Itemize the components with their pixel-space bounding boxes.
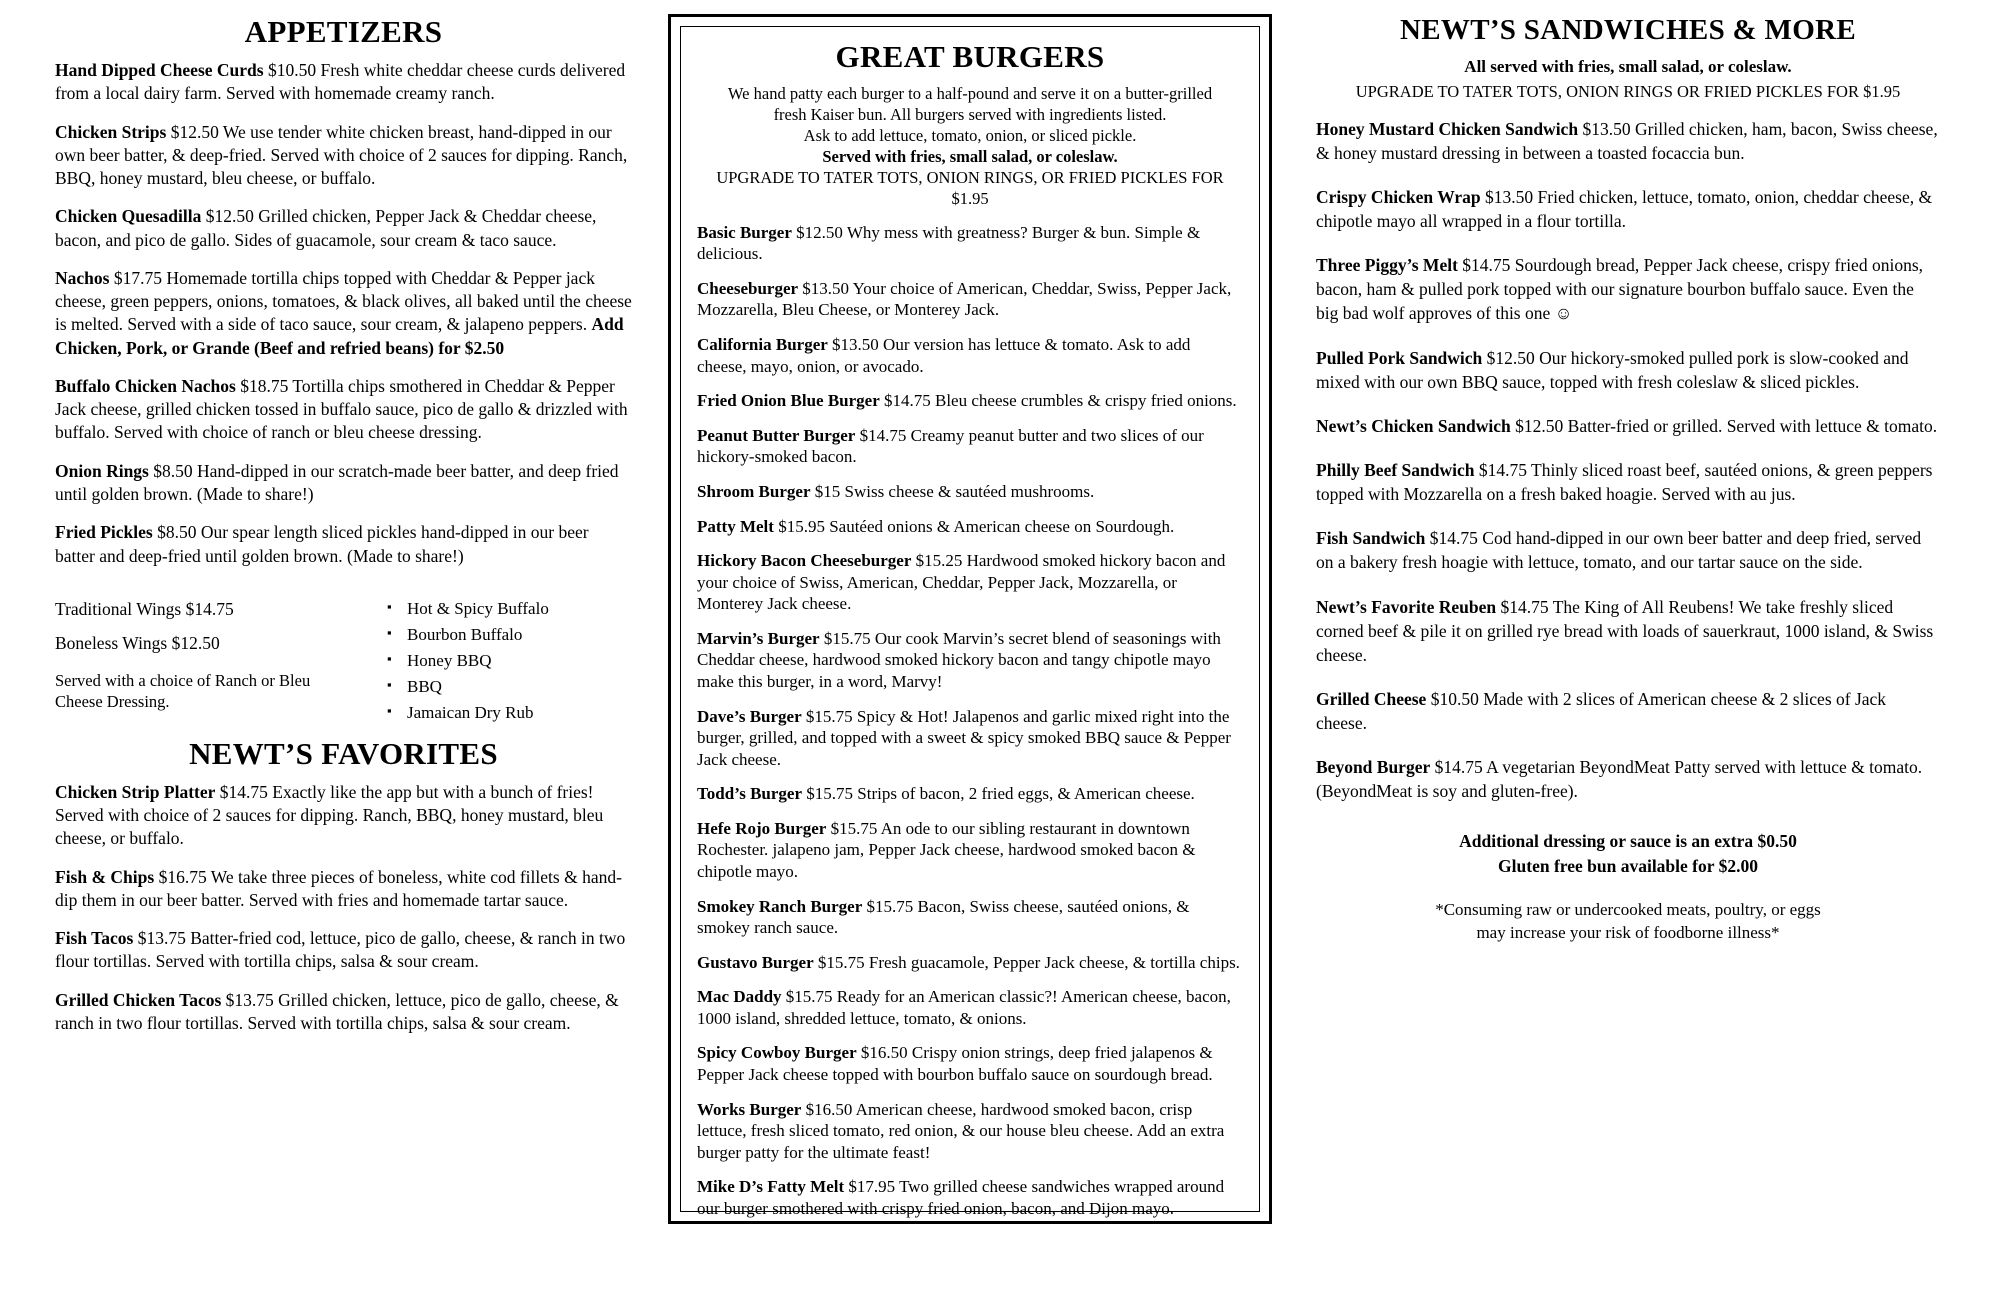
item-desc: $16.50 Crispy onion strings, deep fried jalapenos & Pepper Jack cheese topped with bourbon buffalo sauce on sourdough bread.: [697, 1043, 1213, 1085]
list-item: ▪ Honey BBQ: [403, 652, 549, 669]
item-desc: $13.75 Grilled chicken, lettuce, pico de gallo, cheese, & ranch in two flour tortillas. Served with tortilla chips, salsa & sour cream.: [55, 989, 619, 1033]
item-desc: $15 Swiss cheese & sautéed mushrooms.: [810, 481, 1095, 501]
item-name: Crispy Chicken Wrap: [1316, 186, 1481, 207]
wings-block: [55, 598, 632, 730]
item-name: Nachos: [55, 267, 110, 288]
menu-item: [55, 598, 355, 622]
item-desc: $13.50 Your choice of American, Cheddar, Swiss, Pepper Jack, Mozzarella, Bleu Cheese, or Monterey Jack.: [697, 278, 1232, 320]
sandwiches-upgrade-note: UPGRADE TO TATER TOTS, ONION RINGS OR FRIED PICKLES FOR $1.95: [1355, 82, 1901, 102]
item-desc: $13.75 Batter-fried cod, lettuce, pico de gallo, cheese, & ranch in two flour tortillas. Served with tortilla chips, salsa & sour cream.: [55, 928, 626, 972]
wings-note: Served with a choice of Ranch or Bleu Cheese Dressing.: [55, 671, 311, 712]
item-desc: $15.95 Sautéed onions & American cheese on Sourdough.: [773, 516, 1175, 536]
menu-item: [697, 1176, 1243, 1219]
item-name: Boneless Wings: [55, 633, 168, 654]
item-desc: $12.50 Batter-fried or grilled. Served with lettuce & tomato.: [1510, 415, 1938, 436]
menu-item: [55, 781, 632, 851]
item-desc: $8.50 Hand-dipped in our scratch-made beer batter, and deep fried until golden brown. (Made to share!): [55, 460, 619, 504]
menu-item: [697, 818, 1243, 883]
menu-item: [1316, 117, 1940, 165]
burgers-intro-upgrade: UPGRADE TO TATER TOTS, ONION RINGS, OR FRIED PICKLES FOR $1.95: [716, 167, 1224, 208]
section-title-burgers: GREAT BURGERS: [835, 39, 1105, 74]
item-name: Newt’s Chicken Sandwich: [1316, 415, 1511, 436]
section-title-sandwiches: NEWT’S SANDWICHES & MORE: [1400, 14, 1856, 46]
item-desc: $12.50 Our hickory-smoked pulled pork is slow-cooked and mixed with our own BBQ sauce, topped with fresh coleslaw & sliced pickles.: [1316, 347, 1909, 392]
item-name: Chicken Strips: [55, 121, 167, 142]
burgers-frame-inner: [680, 26, 1260, 1218]
menu-item: [697, 952, 1243, 974]
list-item: ▪ Jamaican Dry Rub: [403, 704, 549, 721]
burgers-intro-served: Served with fries, small salad, or coleslaw.: [822, 146, 1118, 166]
burgers-intro-line3: Ask to add lettuce, tomato, onion, or sliced pickle.: [803, 125, 1137, 145]
item-name: Works Burger: [697, 1099, 802, 1119]
menu-item: [697, 896, 1243, 939]
burgers-intro-line2: fresh Kaiser bun. All burgers served with ingredients listed.: [773, 104, 1167, 124]
item-name: Newt’s Favorite Reuben: [1316, 596, 1497, 617]
wings-prices: [55, 598, 355, 730]
menu-item: [55, 989, 632, 1036]
item-name: Grilled Chicken Tacos: [55, 989, 222, 1010]
item-desc: $15.75 Bacon, Swiss cheese, sautéed onions, & smokey ranch sauce.: [697, 896, 1190, 938]
item-desc: $10.50 Made with 2 slices of American cheese & 2 slices of Jack cheese.: [1316, 688, 1887, 734]
item-name: Traditional Wings: [55, 598, 182, 619]
item-desc: $14.75 Creamy peanut butter and two slices of our hickory-smoked bacon.: [697, 425, 1204, 467]
item-desc: $15.75 Spicy & Hot! Jalapenos and garlic mixed right into the burger, grilled, and topped with a sweet & spicy smoked BBQ sauce & Pepper Jack cheese.: [697, 706, 1231, 769]
item-desc: $14.75 Bleu cheese crumbles & crispy fried onions.: [879, 391, 1237, 411]
item-name: Todd’s Burger: [697, 784, 803, 804]
item-name: Hickory Bacon Cheeseburger: [697, 551, 912, 571]
menu-item: [697, 390, 1243, 412]
item-name: Fish Tacos: [55, 928, 134, 949]
item-name: Beyond Burger: [1316, 757, 1431, 778]
item-desc: $16.75 We take three pieces of boneless, white cod fillets & hand-dip them in our beer batter. Served with fries and homemade tartar sauce.: [55, 866, 622, 910]
sandwiches-served-note: All served with fries, small salad, or coleslaw.: [1464, 57, 1792, 76]
item-name: Marvin’s Burger: [697, 628, 820, 648]
item-desc: $16.50 American cheese, hardwood smoked bacon, crisp lettuce, fresh sliced tomato, red onion, & our house bleu cheese. Add an extra burger patty for the ultimate feast!: [697, 1099, 1225, 1162]
item-name: Mike D’s Fatty Melt: [697, 1177, 845, 1197]
menu-item: [1316, 346, 1940, 394]
item-desc: $15.75 An ode to our sibling restaurant in downtown Rochester. jalapeno jam, Pepper Jack cheese, hardwood smoked bacon & chipotle mayo.: [697, 818, 1196, 882]
footer-note-line2: Gluten free bun available for $2.00: [1498, 855, 1758, 876]
item-desc: $13.50 Our version has lettuce & tomato. Ask to add cheese, mayo, onion, or avocado.: [697, 335, 1191, 376]
menu-item: [55, 460, 632, 507]
menu-item: [55, 205, 632, 252]
item-desc: $12.50 Grilled chicken, Pepper Jack & Cheddar cheese, bacon, and pico de gallo. Sides of guacamole, sour cream & taco sauce.: [55, 206, 597, 250]
footer-note: [1316, 829, 1940, 877]
item-desc: $10.50 Fresh white cheddar cheese curds delivered from a local dairy farm. Served with homemade creamy ranch.: [55, 60, 626, 104]
item-desc: $14.75 The King of All Reubens! We take freshly sliced corned beef & pile it on grilled rye bread with loads of sauerkraut, 1000 island, & Swiss cheese.: [1316, 596, 1934, 665]
item-name: Basic Burger: [697, 222, 792, 242]
item-name: Pulled Pork Sandwich: [1316, 347, 1483, 368]
burgers-column: [650, 14, 1290, 1284]
item-desc: $12.50 We use tender white chicken breast, hand-dipped in our own beer batter, & deep-fried. Served with choice of 2 sauces for dipping. Ranch, BBQ, honey mustard, bleu cheese, or buffalo.: [55, 121, 628, 189]
footer-note-line1: Additional dressing or sauce is an extra $0.50: [1459, 831, 1797, 852]
menu-item: [1316, 253, 1940, 325]
item-name: Smokey Ranch Burger: [697, 896, 863, 916]
item-desc: $14.75 A vegetarian BeyondMeat Patty served with lettuce & tomato. (BeyondMeat is soy and gluten-free).: [1316, 757, 1923, 802]
item-name: Cheeseburger: [697, 278, 799, 298]
item-desc: $15.75 Strips of bacon, 2 fried eggs, & American cheese.: [802, 784, 1195, 804]
item-name: Honey Mustard Chicken Sandwich: [1316, 118, 1579, 139]
menu-item: [697, 1042, 1243, 1085]
item-desc: $8.50 Our spear length sliced pickles hand-dipped in our beer batter and deep-fried until golden brown. (Made to share!): [55, 522, 589, 566]
burgers-frame: [668, 14, 1272, 1224]
item-name: Fried Onion Blue Burger: [697, 391, 880, 411]
item-name: Fried Pickles: [55, 522, 153, 543]
item-name: Shroom Burger: [697, 481, 811, 501]
item-name: Dave’s Burger: [697, 706, 802, 726]
disclaimer-line2: may increase your risk of foodborne illness*: [1476, 923, 1780, 943]
item-desc: $14.75 Exactly like the app but with a bunch of fries! Served with choice of 2 sauces for dipping. Ranch, BBQ, honey mustard, bleu cheese, or buffalo.: [55, 781, 604, 849]
item-desc: $15.75 Fresh guacamole, Pepper Jack cheese, & tortilla chips.: [813, 952, 1240, 972]
item-price: $14.75: [181, 598, 234, 619]
item-desc: $15.25 Hardwood smoked hickory bacon and your choice of Swiss, American, Cheddar, Pepper Jack, Mozzarella, or Monterey Jack cheese.: [697, 551, 1226, 614]
sandwiches-column: [1290, 14, 1950, 1284]
list-item: ▪ BBQ: [403, 678, 549, 695]
menu-item: [697, 783, 1243, 805]
menu-item: [1316, 755, 1940, 803]
item-name: Three Piggy’s Melt: [1316, 255, 1458, 276]
menu-item: [697, 334, 1243, 377]
menu-item: [55, 375, 632, 445]
item-desc-bold-tail: Add Chicken, Pork, or Grande (Beef and refried beans) for $2.50: [55, 314, 624, 358]
item-desc: $17.95 Two grilled cheese sandwiches wrapped around our burger smothered with crispy fried onion, bacon, and Dijon mayo.: [697, 1177, 1225, 1218]
footer-disclaimer: [1316, 898, 1940, 945]
menu-item: [1316, 526, 1940, 574]
menu-item: [55, 267, 632, 360]
menu-item: [55, 927, 632, 974]
menu-item: [1316, 595, 1940, 667]
item-desc: $14.75 Cod hand-dipped in our own beer batter and deep fried, served on a bakery fresh hoagie with lettuce, tomato, and our tartar sauce on the side.: [1316, 528, 1922, 573]
list-item: ▪ Hot & Spicy Buffalo: [403, 600, 549, 617]
item-name: Philly Beef Sandwich: [1316, 459, 1475, 480]
item-name: Fish Sandwich: [1316, 528, 1426, 549]
appetizers-column: [30, 14, 650, 1284]
menu-item: [55, 866, 632, 913]
menu-item: [55, 521, 632, 568]
menu-item: [697, 986, 1243, 1029]
menu-item: [1316, 458, 1940, 506]
item-name: Chicken Strip Platter: [55, 781, 216, 802]
menu-item: [697, 425, 1243, 468]
item-name: Hand Dipped Cheese Curds: [55, 60, 264, 80]
burgers-intro-line1: We hand patty each burger to a half-pound and serve it on a butter-grilled: [727, 84, 1213, 103]
item-name: Chicken Quesadilla: [55, 206, 202, 227]
menu-item: [55, 59, 632, 106]
list-item: ▪ Bourbon Buffalo: [403, 626, 549, 643]
menu-item: [697, 1099, 1243, 1164]
item-desc: $13.50 Grilled chicken, ham, bacon, Swiss cheese, & honey mustard dressing in between a toasted focaccia bun.: [1316, 118, 1938, 163]
menu-item: [55, 632, 355, 656]
disclaimer-line1: *Consuming raw or undercooked meats, poultry, or eggs: [1435, 899, 1821, 919]
item-name: Fish & Chips: [55, 866, 155, 887]
item-desc: $12.50 Why mess with greatness? Burger & bun. Simple & delicious.: [697, 222, 1201, 264]
item-name: Spicy Cowboy Burger: [697, 1043, 857, 1063]
item-desc: $13.50 Fried chicken, lettuce, tomato, onion, cheddar cheese, & chipotle mayo all wrapped in a flour tortilla.: [1316, 186, 1933, 231]
menu-item: [1316, 414, 1940, 438]
page-title-appetizers: APPETIZERS: [244, 14, 443, 49]
item-desc: $15.75 Our cook Marvin’s secret blend of seasonings with Cheddar cheese, hardwood smoked hickory bacon and tangy chipotle mayo make this burger, in a word, Marvy!: [697, 628, 1221, 691]
item-name: Patty Melt: [697, 516, 774, 536]
item-name: Onion Rings: [55, 460, 149, 481]
item-name: Peanut Butter Burger: [697, 425, 856, 445]
item-desc: $15.75 Ready for an American classic?! American cheese, bacon, 1000 island, shredded lettuce, tomato, & onions.: [697, 987, 1231, 1028]
menu-item: [55, 121, 632, 191]
item-name: Gustavo Burger: [697, 952, 814, 972]
item-desc: $18.75 Tortilla chips smothered in Cheddar & Pepper Jack cheese, grilled chicken tossed in buffalo sauce, pico de gallo & drizzled with buffalo. Served with choice of ranch or bleu cheese dressing.: [55, 375, 628, 443]
menu-item: [697, 628, 1243, 693]
item-price: $12.50: [167, 633, 220, 654]
item-name: California Burger: [697, 335, 828, 355]
item-name: Mac Daddy: [697, 987, 782, 1007]
menu-item: [1316, 185, 1940, 233]
menu-item: [697, 278, 1243, 321]
menu-item: [697, 481, 1243, 503]
item-desc: $14.75 Sourdough bread, Pepper Jack cheese, crispy fried onions, bacon, ham & pulled pork topped with our signature bourbon buffalo sauce. Even the big bad wolf approves of this one ☺: [1316, 255, 1923, 324]
burgers-intro: [697, 84, 1243, 210]
item-desc: $14.75 Thinly sliced roast beef, sautéed onions, & green peppers topped with Mozzarella on a fresh baked hoagie. Served with au jus.: [1316, 459, 1933, 505]
menu-item: [697, 222, 1243, 265]
menu-item: [697, 516, 1243, 538]
item-name: Buffalo Chicken Nachos: [55, 375, 236, 396]
item-desc: $17.75 Homemade tortilla chips topped with Cheddar & Pepper jack cheese, green peppers, onions, tomatoes, & black olives, all baked until the cheese is melted. Served with a side of taco sauce, sour cream, & jalapeno peppers.: [55, 267, 632, 335]
menu-item: [1316, 687, 1940, 735]
wings-flavors: [355, 598, 549, 730]
item-name: Grilled Cheese: [1316, 688, 1427, 709]
section-title-favorites: NEWT’S FAVORITES: [189, 735, 498, 771]
menu-item: [697, 706, 1243, 771]
item-name: Hefe Rojo Burger: [697, 818, 827, 838]
menu-item: [697, 550, 1243, 615]
